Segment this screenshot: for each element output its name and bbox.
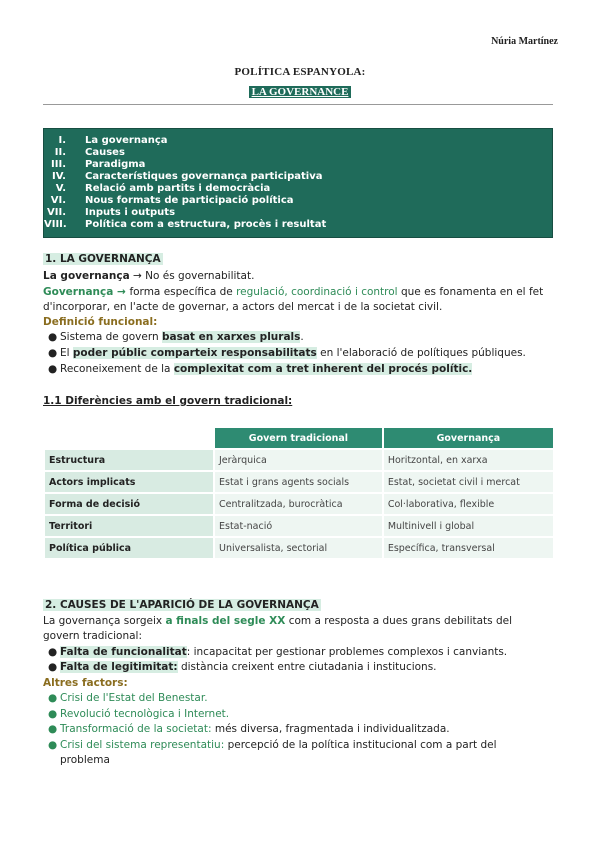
toc-item[interactable]: I. La governança	[58, 135, 168, 146]
other-factors-title: Altres factors:	[43, 677, 128, 689]
document-title: POLÍTICA ESPANYOLA:	[234, 66, 366, 78]
table-cell: Estat i grans agents socials	[215, 472, 382, 492]
list-item: ● Falta de funcionalitat: incapacitat per gestionar problemes complexos i canviants.	[48, 646, 508, 658]
list-item: ● Crisi de l'Estat del Benestar.	[48, 692, 208, 704]
toc-item[interactable]: VII. Inputs i outputs	[47, 207, 176, 218]
table-cell: Multinivell i global	[384, 516, 553, 536]
title-divider	[43, 104, 553, 105]
author-name: Núria Martínez	[491, 36, 558, 47]
list-item-continuation: problema	[60, 754, 110, 766]
section-2-heading: 2. CAUSES DE L'APARICIÓ DE LA GOVERNANÇA	[45, 599, 319, 611]
table-row	[45, 516, 553, 536]
table-cell: Jeràrquica	[215, 450, 382, 470]
table-row	[45, 494, 553, 514]
toc-item[interactable]: V. Relació amb partits i democràcia	[55, 183, 271, 194]
list-item: ● Falta de legitimitat: distància creixent entre ciutadania i institucions.	[48, 661, 437, 673]
toc-item[interactable]: VIII. Política com a estructura, procès i resultat	[44, 219, 327, 230]
row-header: Forma de decisió	[45, 494, 213, 514]
table-cell: Específica, transversal	[384, 538, 553, 558]
paragraph-line: d'incorporar, en l'acte de governar, a actors del mercat i de la societat civil.	[43, 301, 443, 313]
table-cell: Universalista, sectorial	[215, 538, 382, 558]
table-cell: Col·laborativa, flexible	[384, 494, 553, 514]
paragraph-line: Governança → forma específica de regulació, coordinació i control que es fonamenta en el fet	[43, 286, 544, 298]
subsection-heading: 1.1 Diferències amb el govern tradicional:	[43, 395, 293, 407]
column-header: Govern tradicional	[215, 428, 382, 448]
table-row	[45, 450, 553, 470]
toc-item[interactable]: IV. Característiques governança participativa	[52, 171, 323, 182]
row-header: Actors implicats	[45, 472, 213, 492]
list-item: ● Crisi del sistema representatiu: percepció de la política institucional com a part del	[48, 739, 497, 751]
table-cell: Estat-nació	[215, 516, 382, 536]
list-item: ● Reconeixement de la complexitat com a tret inherent del procés polític.	[48, 363, 473, 375]
list-item: ● El poder públic comparteix responsabilitats en l'elaboració de polítiques públiques.	[48, 347, 526, 359]
toc-item[interactable]: VI. Nous formats de participació política	[50, 195, 294, 206]
toc-item[interactable]: III. Paradigma	[51, 159, 146, 170]
toc-item[interactable]: II. Causes	[54, 147, 125, 158]
table-row	[45, 538, 553, 558]
table-of-contents	[43, 128, 553, 238]
paragraph-line: govern tradicional:	[43, 630, 142, 642]
comparison-table	[43, 426, 555, 560]
table-header-row	[45, 428, 553, 448]
table-cell: Centralitzada, burocràtica	[215, 494, 382, 514]
paragraph-line: La governança → No és governabilitat.	[43, 270, 255, 282]
document-subtitle: LA GOVERNANCE	[249, 86, 352, 98]
table-cell: Horitzontal, en xarxa	[384, 450, 553, 470]
list-item: ● Transformació de la societat: més diversa, fragmentada i individualitzada.	[48, 723, 450, 735]
row-header: Política pública	[45, 538, 213, 558]
table-corner	[45, 428, 213, 448]
table-row	[45, 472, 553, 492]
row-header: Territori	[45, 516, 213, 536]
list-item: ● Revolució tecnològica i Internet.	[48, 708, 230, 720]
column-header: Governança	[384, 428, 553, 448]
paragraph-line: La governança sorgeix a finals del segle XX com a resposta a dues grans debilitats del	[43, 615, 513, 627]
section-1-heading: 1. LA GOVERNANÇA	[45, 253, 161, 265]
list-item: ● Sistema de govern basat en xarxes plurals.	[48, 331, 304, 343]
row-header: Estructura	[45, 450, 213, 470]
table-cell: Estat, societat civil i mercat	[384, 472, 553, 492]
definition-title: Definició funcional:	[43, 316, 158, 328]
